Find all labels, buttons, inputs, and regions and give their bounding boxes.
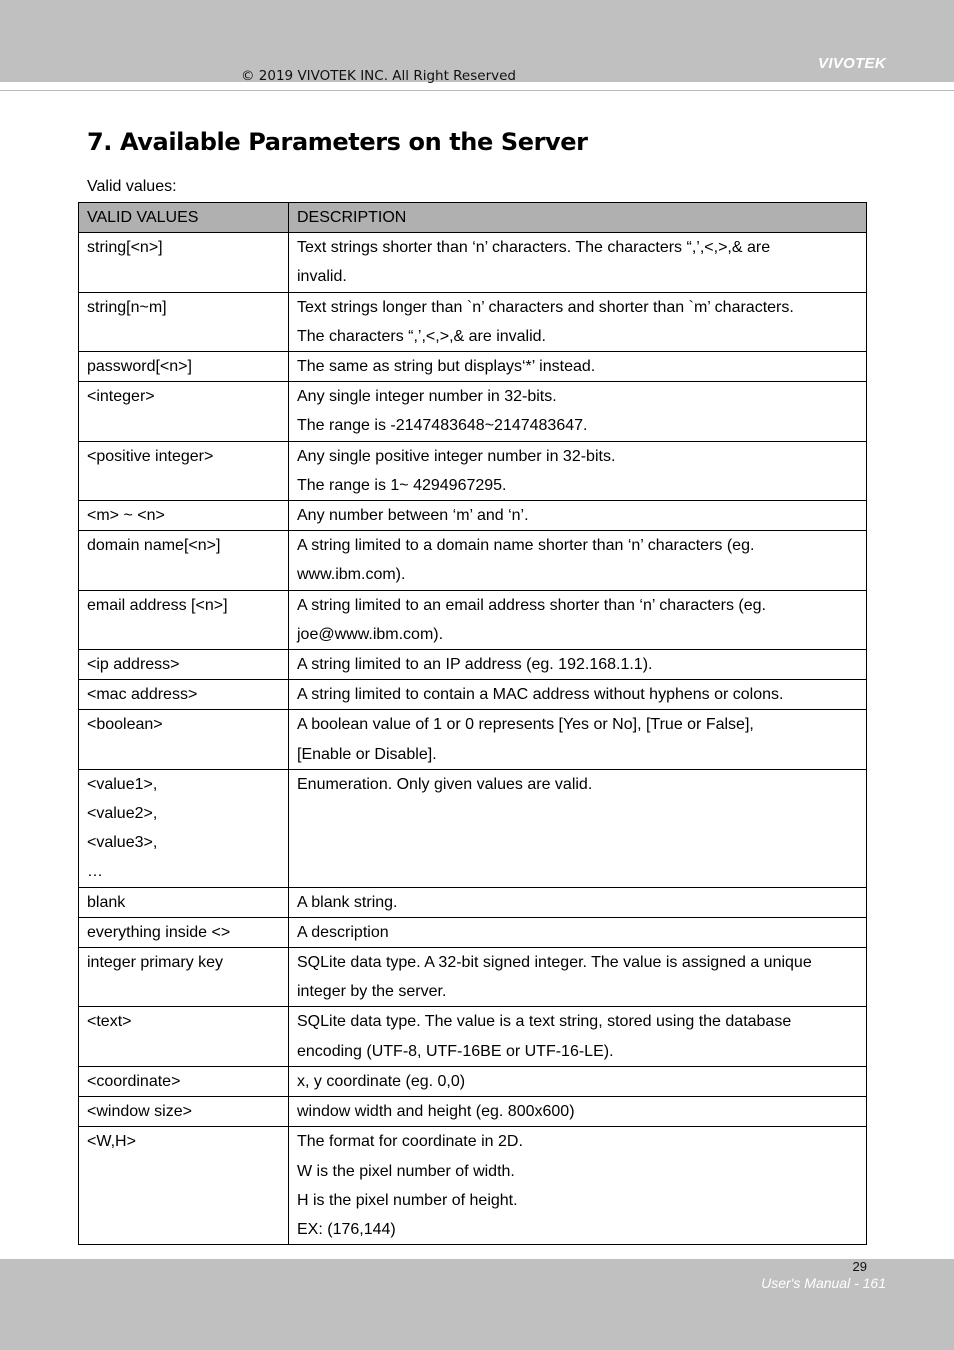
valid-value-cell: <value1>, <value2>, <value3>, … bbox=[79, 769, 289, 887]
valid-value-cell: string[n~m] bbox=[79, 292, 289, 351]
table-row bbox=[79, 382, 867, 441]
valid-value-cell: <boolean> bbox=[79, 710, 289, 769]
table-row bbox=[79, 917, 867, 947]
description-cell: A blank string. bbox=[289, 887, 867, 917]
description-cell: The format for coordinate in 2D. W is the pixel number of width. H is the pixel number of height. EX: (176,144) bbox=[289, 1127, 867, 1245]
table-row bbox=[79, 769, 867, 887]
table-row bbox=[79, 948, 867, 1007]
valid-value-cell: <integer> bbox=[79, 382, 289, 441]
description-cell: A string limited to an IP address (eg. 192.168.1.1). bbox=[289, 650, 867, 680]
parameters-table bbox=[78, 202, 867, 1245]
table-row bbox=[79, 1066, 867, 1096]
description-cell: Text strings longer than `n’ characters and shorter than `m’ characters. The characters “,’,<,>,& are invalid. bbox=[289, 292, 867, 351]
valid-value-cell: <W,H> bbox=[79, 1127, 289, 1245]
column-header-valid-values: VALID VALUES bbox=[79, 203, 289, 233]
header-divider bbox=[0, 90, 954, 91]
intro-text: Valid values: bbox=[87, 178, 177, 195]
table-row bbox=[79, 887, 867, 917]
valid-value-cell: <positive integer> bbox=[79, 441, 289, 500]
description-cell: Text strings shorter than ‘n’ characters. The characters “,’,<,>,& are invalid. bbox=[289, 233, 867, 292]
valid-value-cell: <text> bbox=[79, 1007, 289, 1066]
description-cell: A string limited to a domain name shorter than ‘n’ characters (eg. www.ibm.com). bbox=[289, 531, 867, 590]
table-row bbox=[79, 590, 867, 649]
table-row bbox=[79, 680, 867, 710]
description-cell: Enumeration. Only given values are valid. bbox=[289, 769, 867, 887]
description-cell: Any single integer number in 32-bits. The range is -2147483648~2147483647. bbox=[289, 382, 867, 441]
valid-value-cell: email address [<n>] bbox=[79, 590, 289, 649]
description-cell: A description bbox=[289, 917, 867, 947]
footer-band bbox=[0, 1259, 954, 1350]
table-row bbox=[79, 292, 867, 351]
description-cell: Any single positive integer number in 32-bits. The range is 1~ 4294967295. bbox=[289, 441, 867, 500]
description-cell: window width and height (eg. 800x600) bbox=[289, 1097, 867, 1127]
description-cell: A string limited to contain a MAC address without hyphens or colons. bbox=[289, 680, 867, 710]
table-row bbox=[79, 1127, 867, 1245]
description-cell: The same as string but displays‘*’ instead. bbox=[289, 352, 867, 382]
description-cell: A string limited to an email address shorter than ‘n’ characters (eg. joe@www.ibm.com). bbox=[289, 590, 867, 649]
table-row bbox=[79, 1007, 867, 1066]
valid-value-cell: password[<n>] bbox=[79, 352, 289, 382]
valid-value-cell: string[<n>] bbox=[79, 233, 289, 292]
table-row bbox=[79, 710, 867, 769]
table-row bbox=[79, 352, 867, 382]
description-cell: SQLite data type. The value is a text string, stored using the database encoding (UTF-8, UTF-16BE or UTF-16-LE). bbox=[289, 1007, 867, 1066]
manual-page-label: User's Manual - 161 bbox=[761, 1275, 886, 1291]
valid-value-cell: <m> ~ <n> bbox=[79, 501, 289, 531]
valid-value-cell: <mac address> bbox=[79, 680, 289, 710]
table-row bbox=[79, 650, 867, 680]
valid-value-cell: <window size> bbox=[79, 1097, 289, 1127]
brand-logo: VIVOTEK bbox=[818, 55, 886, 72]
valid-value-cell: <coordinate> bbox=[79, 1066, 289, 1096]
description-cell: Any number between ‘m’ and ‘n’. bbox=[289, 501, 867, 531]
column-header-description: DESCRIPTION bbox=[289, 203, 867, 233]
table-row bbox=[79, 441, 867, 500]
valid-value-cell: everything inside <> bbox=[79, 917, 289, 947]
table-row bbox=[79, 531, 867, 590]
description-cell: x, y coordinate (eg. 0,0) bbox=[289, 1066, 867, 1096]
valid-value-cell: integer primary key bbox=[79, 948, 289, 1007]
table-row bbox=[79, 501, 867, 531]
description-cell: A boolean value of 1 or 0 represents [Yes or No], [True or False], [Enable or Disable]. bbox=[289, 710, 867, 769]
page-title: 7. Available Parameters on the Server bbox=[87, 128, 588, 156]
table-row bbox=[79, 1097, 867, 1127]
valid-value-cell: <ip address> bbox=[79, 650, 289, 680]
copyright-text: © 2019 VIVOTEK INC. All Right Reserved bbox=[241, 68, 516, 84]
page-number: 29 bbox=[852, 1259, 867, 1274]
description-cell: SQLite data type. A 32-bit signed integer. The value is assigned a unique integer by the server. bbox=[289, 948, 867, 1007]
table-row bbox=[79, 233, 867, 292]
valid-value-cell: blank bbox=[79, 887, 289, 917]
valid-value-cell: domain name[<n>] bbox=[79, 531, 289, 590]
table-header-row bbox=[79, 203, 867, 233]
